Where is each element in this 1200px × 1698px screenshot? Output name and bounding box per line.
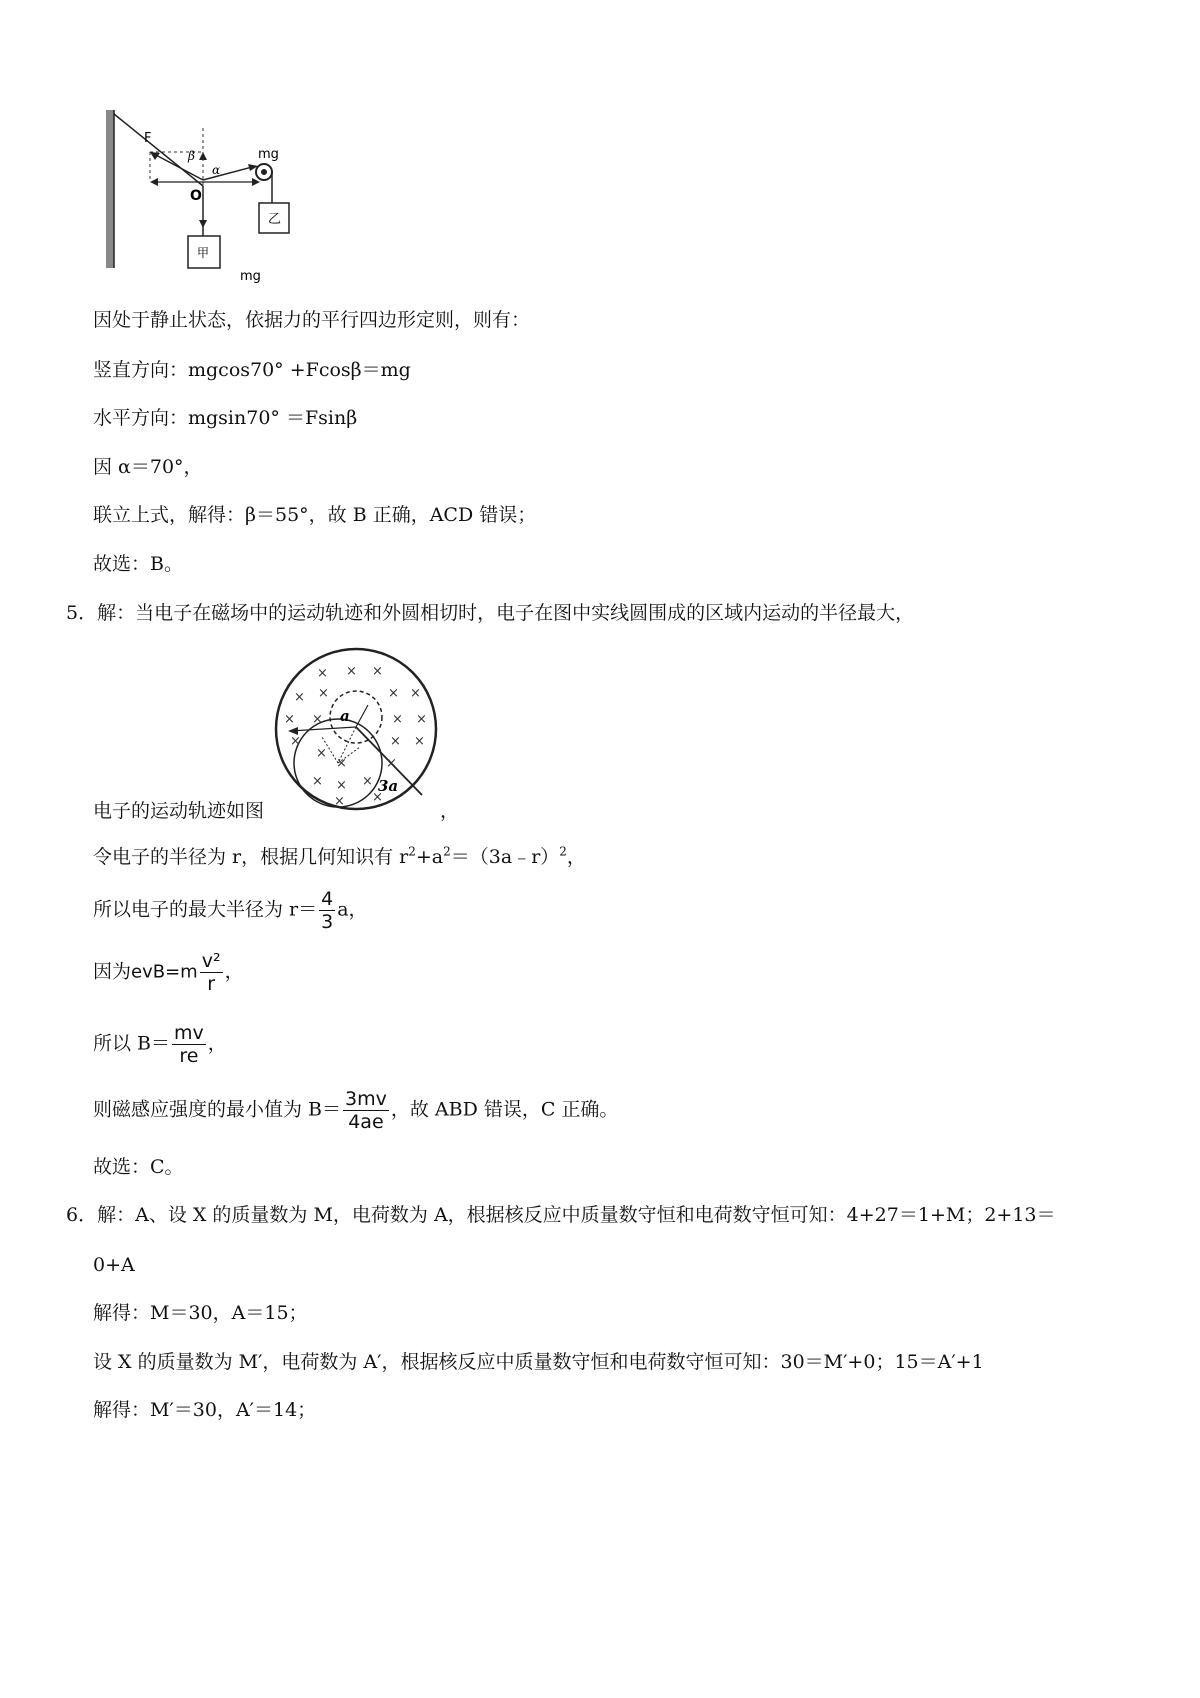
field-cross: × <box>362 774 373 789</box>
q5-radius-eq: 令电子的半径为 r，根据几何知识有 $r^2+a^2=(3a﹣r)^2$， <box>93 844 586 868</box>
field-cross: × <box>336 778 347 793</box>
q5-track-label: 电子的运动轨迹如图 <box>93 800 265 822</box>
q4-alpha: 因 α＝70°， <box>93 456 203 478</box>
field-cross: × <box>372 664 383 679</box>
inner-dashed-circle <box>330 691 382 743</box>
force-diagram-figure <box>98 108 313 288</box>
q5-intro <box>66 599 914 627</box>
field-cross: × <box>312 712 323 727</box>
magnetic-field-figure <box>272 645 440 813</box>
field-cross: × <box>392 712 403 727</box>
label-a: a <box>340 707 350 725</box>
field-cross: × <box>414 734 425 749</box>
fraction-v2-r: $\frac{\text{v²}}{r}$ <box>201 950 221 995</box>
field-cross: × <box>388 686 399 701</box>
q6-number: 6． <box>66 1204 98 1226</box>
q5-so-B: 所以 B＝ $\frac{mv}{re}$ ， <box>93 1022 227 1067</box>
label-beta: β <box>188 149 195 163</box>
q6-line4: 设 X 的质量数为 M′，电荷数为 A′，根据核反应中质量数守恒和电荷数守恒可知：30＝M′+0；15＝A′+1 <box>93 1351 984 1373</box>
label-O: O <box>190 188 202 204</box>
field-cross: × <box>318 686 329 701</box>
q6-line2: 0+A <box>93 1254 135 1276</box>
fraction-4-3: $\frac{4}{3}$ <box>321 888 334 933</box>
field-cross: × <box>334 794 345 809</box>
q4-intro: 因处于静止状态，依据力的平行四边形定则，则有： <box>93 309 531 331</box>
field-cross: × <box>312 774 323 789</box>
wall <box>106 110 114 268</box>
q5-min-B: 则磁感应强度的最小值为 B＝ $\frac{3mv}{4ae}$ ，故 ABD 错误，C 正确。 <box>93 1088 619 1133</box>
field-cross: × <box>372 790 383 805</box>
q5-intro-text: 解：当电子在磁场中的运动轨迹和外圆相切时，电子在图中实线圆围成的区域内运动的半径最大， <box>97 602 915 624</box>
q5-number: 5． <box>66 602 98 624</box>
field-cross: × <box>410 686 421 701</box>
field-cross: × <box>386 756 397 771</box>
q6-line1: 6．解：A、设 X 的质量数为 M，电荷数为 A，根据核反应中质量数守恒和电荷数守恒可知：4+27＝1+M；2+13＝ <box>66 1204 1056 1226</box>
q4-solve: 联立上式，解得：β＝55°，故 B 正确，ACD 错误； <box>93 504 537 526</box>
q5-because: 因为evB=m $\frac{\text{v²}}{r}$ ， <box>93 950 244 995</box>
label-F: F <box>144 131 152 146</box>
rope-pulley <box>203 166 256 180</box>
q5-track-comma: ， <box>440 800 460 822</box>
field-cross: × <box>316 746 327 761</box>
q6-line3: 解得：M＝30，A＝15； <box>93 1302 308 1324</box>
field-cross: × <box>390 734 401 749</box>
fraction-3mv-4ae: $\frac{3mv}{4ae}$ <box>345 1088 387 1133</box>
label-mg-top: mg <box>258 147 279 162</box>
q5-answer: 故选：C。 <box>93 1156 184 1178</box>
field-cross: × <box>290 734 301 749</box>
label-mg-bottom: mg <box>240 269 261 284</box>
q5-max-radius: 所以电子的最大半径为 r＝ $\frac{4}{3}$ a， <box>93 888 368 933</box>
field-cross: × <box>336 756 347 771</box>
field-cross: × <box>284 712 295 727</box>
fraction-mv-re: $\frac{mv}{re}$ <box>174 1022 204 1067</box>
label-yi: 乙 <box>268 212 282 227</box>
label-alpha: α <box>212 163 221 177</box>
field-cross: × <box>346 664 357 679</box>
q4-answer: 故选：B。 <box>93 553 183 575</box>
field-cross: × <box>294 690 305 705</box>
q4-horizontal: 水平方向：mgsin70° ＝Fsinβ <box>93 407 358 429</box>
q6-line5: 解得：M′＝30，A′＝14； <box>93 1399 317 1421</box>
field-cross: × <box>416 712 427 727</box>
field-cross: × <box>317 666 328 681</box>
label-jia: 甲 <box>197 246 210 260</box>
q4-vertical: 竖直方向：mgcos70° +Fcosβ＝mg <box>93 359 411 381</box>
force-F-arrow <box>154 154 203 180</box>
label-3a: 3a <box>378 777 399 795</box>
